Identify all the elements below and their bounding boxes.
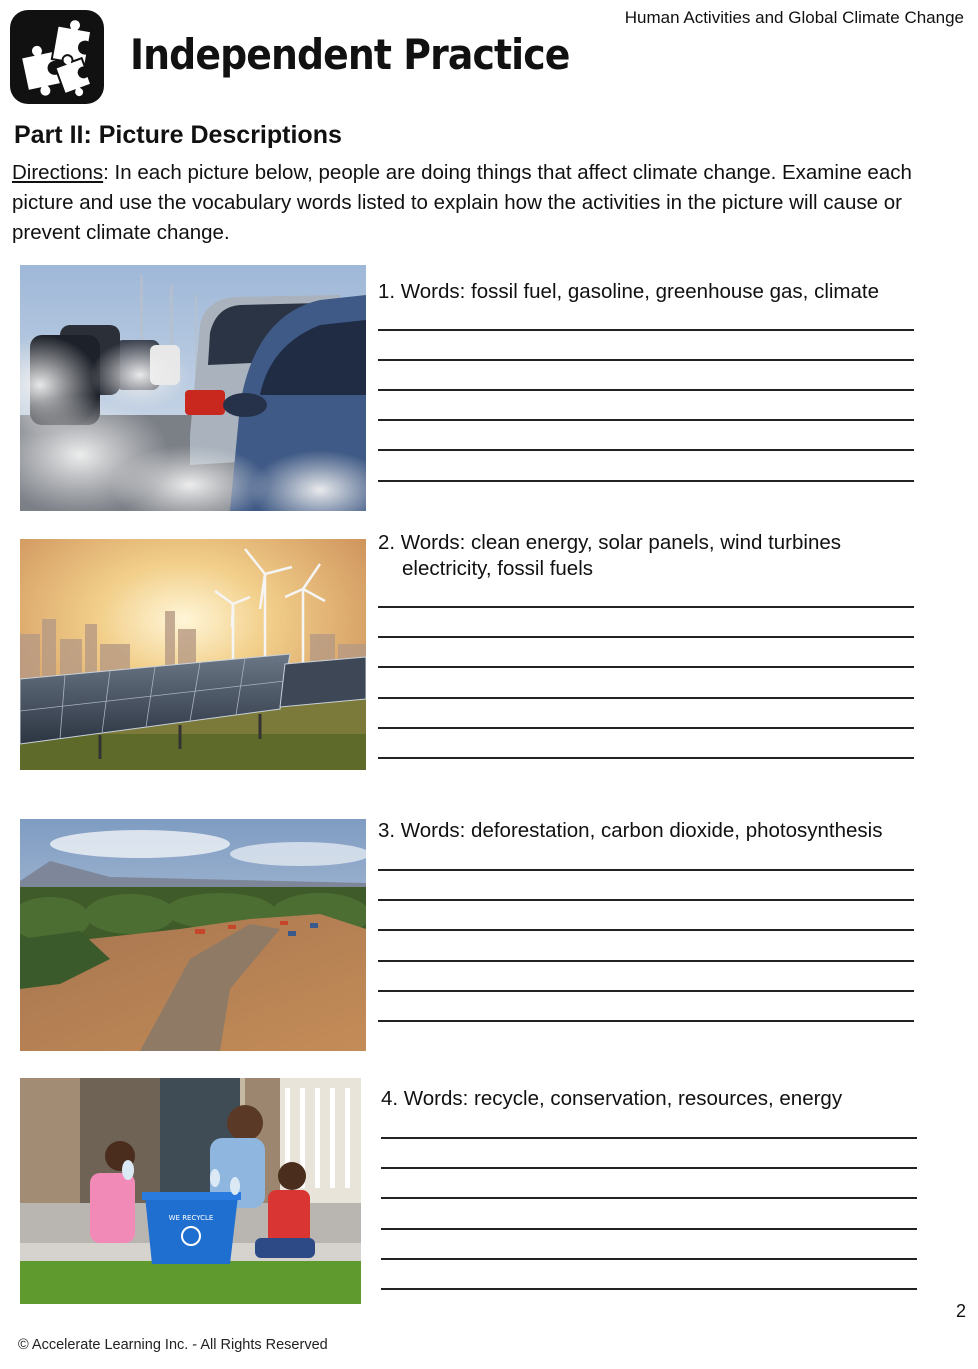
recycling-family-photo [20, 1078, 361, 1304]
recycle-bin-label: WE RECYCLE [168, 1214, 214, 1222]
course-title: Human Activities and Global Climate Change [624, 8, 964, 27]
answer-line[interactable] [378, 359, 914, 361]
question-2-words-continued: electricity, fossil fuels [402, 557, 594, 580]
answer-line[interactable] [381, 1137, 917, 1139]
question-2-words: 2. Words: clean energy, solar panels, wind turbines [378, 531, 842, 554]
deforestation-photo [20, 819, 366, 1051]
directions-text: : In each picture below, people are doing things that affect climate change. Examine each picture and use the vocabulary words listed to explain how the activities in the picture will cause or prevent climate change. [12, 161, 912, 244]
answer-line[interactable] [378, 606, 914, 608]
answer-line[interactable] [378, 960, 914, 962]
answer-line[interactable] [378, 329, 914, 331]
question-1-prompt [378, 279, 879, 305]
part-title: Part II: Picture Descriptions [14, 121, 342, 149]
answer-line[interactable] [378, 757, 914, 759]
directions-label: Directions [12, 161, 104, 184]
question-3-words: 3. Words: deforestation, carbon dioxide, photosynthesis [378, 819, 883, 842]
answer-line[interactable] [378, 929, 914, 931]
answer-line[interactable] [378, 1020, 914, 1022]
answer-line[interactable] [378, 727, 914, 729]
puzzle-logo-icon [10, 10, 104, 104]
copyright-footer: © Accelerate Learning Inc. - All Rights Reserved [18, 1337, 328, 1353]
answer-line[interactable] [378, 899, 914, 901]
page-title: Independent Practice [130, 30, 570, 79]
answer-line[interactable] [378, 869, 914, 871]
answer-line[interactable] [378, 666, 914, 668]
traffic-exhaust-photo [20, 265, 366, 511]
question-4-prompt [381, 1086, 842, 1112]
answer-line[interactable] [381, 1167, 917, 1169]
question-1-words: 1. Words: fossil fuel, gasoline, greenhouse gas, climate [378, 280, 879, 303]
answer-line[interactable] [381, 1197, 917, 1199]
answer-line[interactable] [378, 990, 914, 992]
answer-line[interactable] [378, 419, 914, 421]
answer-line[interactable] [378, 636, 914, 638]
answer-line[interactable] [378, 480, 914, 482]
answer-line[interactable] [378, 697, 914, 699]
answer-line[interactable] [378, 389, 914, 391]
question-3-prompt [378, 818, 882, 844]
solar-wind-photo [20, 539, 366, 770]
question-2-prompt [378, 530, 841, 582]
directions [12, 158, 952, 248]
page-number: 2 [955, 1301, 966, 1321]
answer-line[interactable] [381, 1288, 917, 1290]
answer-line[interactable] [381, 1228, 917, 1230]
answer-line[interactable] [378, 449, 914, 451]
question-4-words: 4. Words: recycle, conservation, resources, energy [381, 1087, 843, 1110]
answer-line[interactable] [381, 1258, 917, 1260]
